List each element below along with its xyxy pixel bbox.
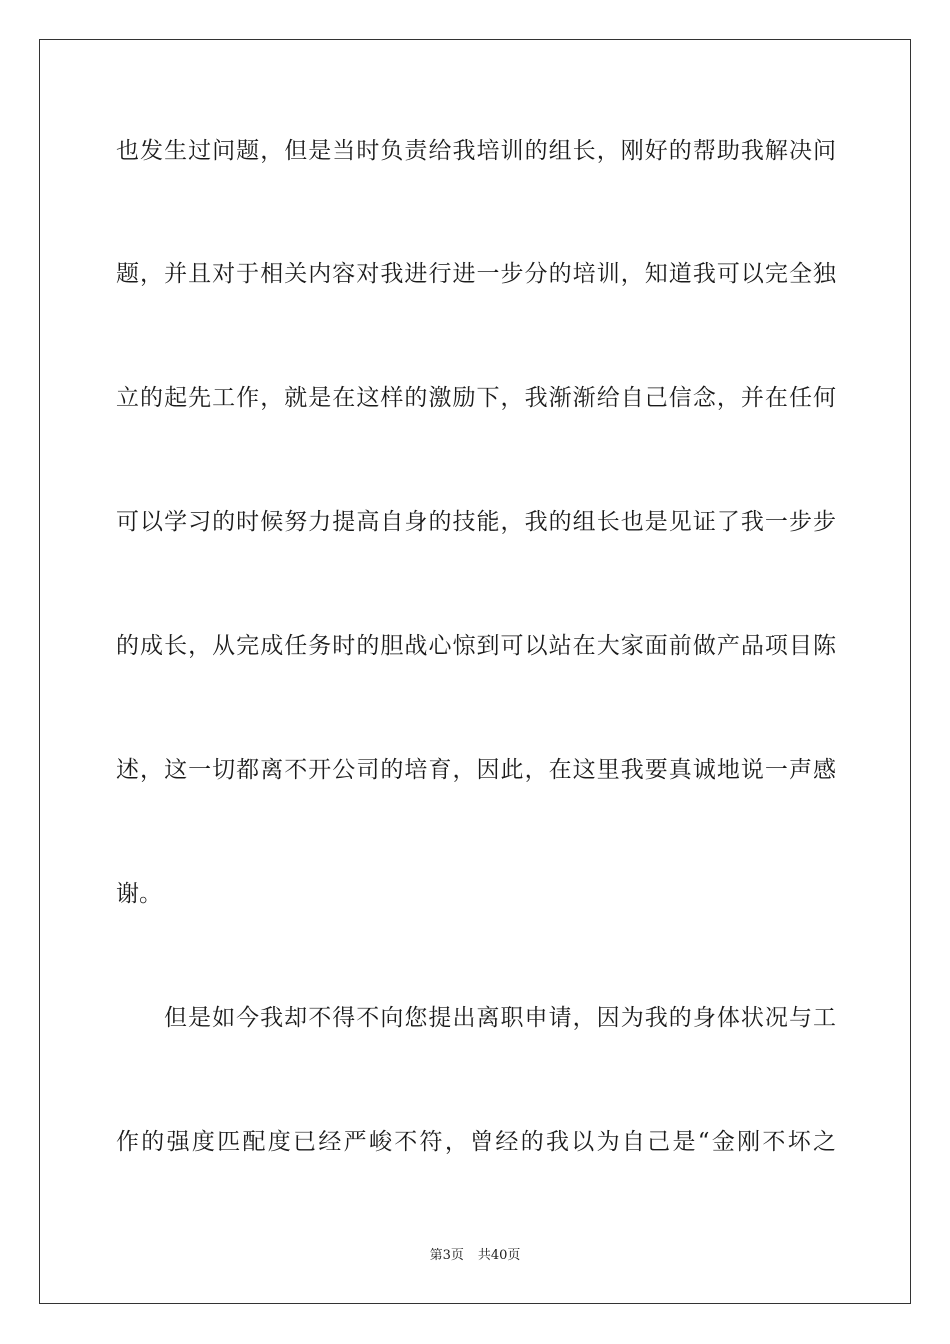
text-line: 的成长，从完成任务时的胆战心惊到可以站在大家面前做产品项目陈 [116, 633, 836, 659]
page-number: 第3页 [429, 1248, 464, 1263]
text-line: 可以学习的时候努力提高自身的技能，我的组长也是见证了我一步步 [116, 509, 836, 535]
text-line: 题，并且对于相关内容对我进行进一步分的培训，知道我可以完全独 [116, 261, 836, 287]
page-total: 共40页 [477, 1248, 521, 1263]
text-line: 作的强度匹配度已经严峻不符，曾经的我以为自己是“金刚不坏之 [116, 1129, 836, 1155]
text-line: 立的起先工作，就是在这样的激励下，我渐渐给自己信念，并在任何 [116, 385, 836, 411]
page-footer [0, 1247, 950, 1265]
page-frame [39, 39, 911, 1304]
text-line: 但是如今我却不得不向您提出离职申请，因为我的身体状况与工 [164, 1005, 836, 1031]
text-line: 述，这一切都离不开公司的培育，因此，在这里我要真诚地说一声感 [116, 757, 836, 783]
text-line: 谢。 [116, 881, 162, 907]
text-line: 也发生过问题，但是当时负责给我培训的组长，刚好的帮助我解决问 [116, 138, 836, 164]
